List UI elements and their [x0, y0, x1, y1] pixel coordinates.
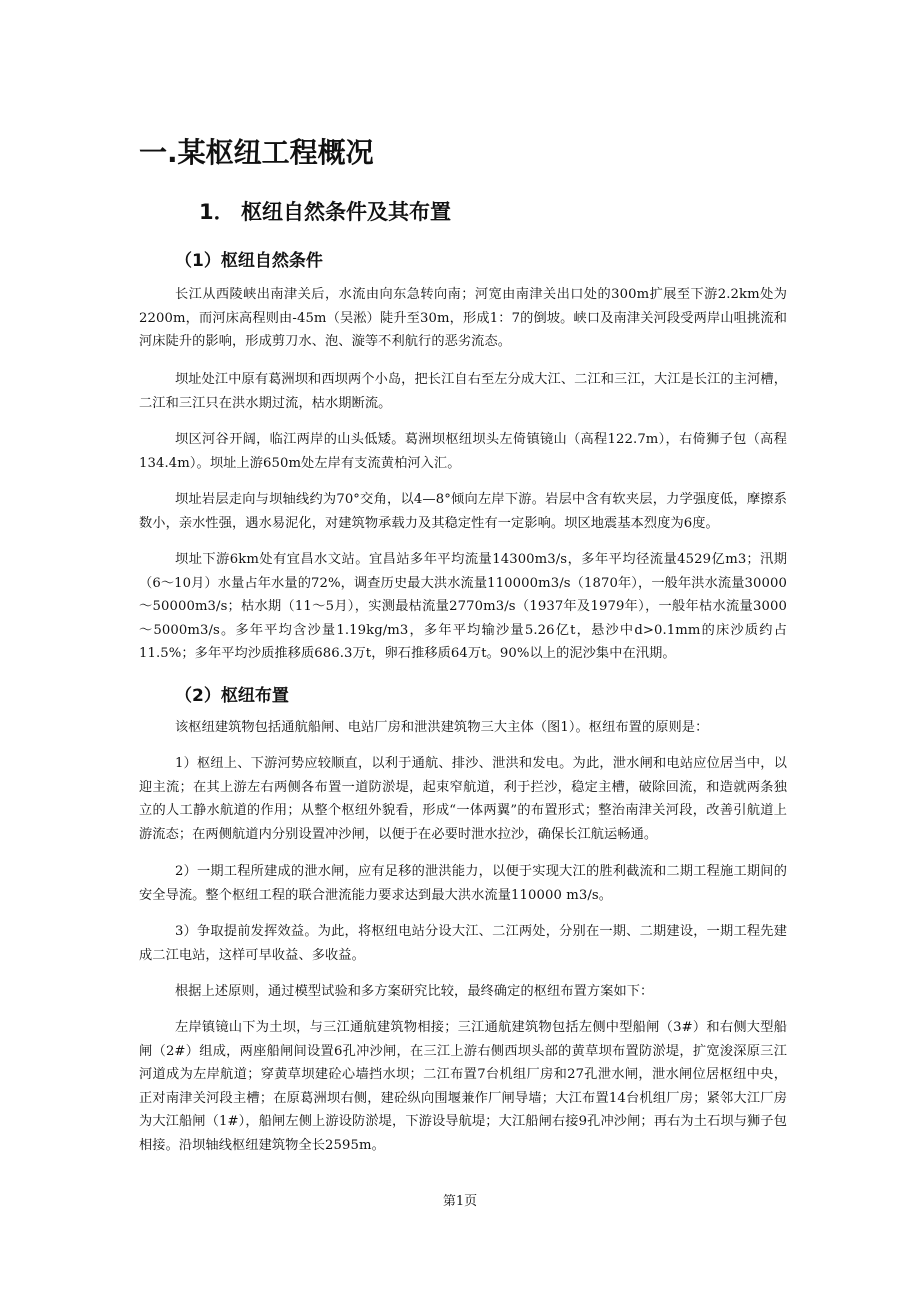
subsection-title-natural-conditions: （1）枢纽自然条件 — [175, 251, 323, 271]
paragraph: 2）一期工程所建成的泄水闸，应有足移的泄洪能力，以便于实现大江的胜利截流和二期工程施工期间的安全导流。整个枢纽工程的联合泄流能力要求达到最大洪水流量110000 m3/s。 — [139, 864, 787, 903]
subsection-title-layout: （2）枢纽布置 — [175, 686, 289, 706]
paragraph: 长江从西陵峡出南津关后，水流由向东急转向南；河宽由南津关出口处的300m扩展至下游2.2km处为2200m，而河床高程则由-45m（吴淞）陡升至30m，形成1：7的倒坡。峡口及南津关河段受两岸山咀挑流和河床陡升的影响，形成剪刀水、泡、漩等不利航行的恶劣流态。 — [139, 287, 787, 349]
paragraph: 坝址岩层走向与坝轴线约为70°交角，以4—8°倾向左岸下游。岩层中含有软夹层，力学强度低，摩擦系数小，亲水性强，遇水易泥化，对建筑物承载力及其稳定性有一定影响。坝区地震基本烈度为6度。 — [139, 492, 787, 531]
chapter-heading: 一.某枢纽工程概况 — [139, 136, 374, 169]
paragraph: 根据上述原则，通过模型试验和多方案研究比较，最终确定的枢纽布置方案如下： — [175, 984, 654, 999]
paragraph: 1）枢纽上、下游河势应较顺直，以利于通航、排沙、泄洪和发电。为此，泄水闸和电站应位居当中，以迎主流；在其上游左右两侧各布置一道防淤堤，起束窄航道，利于拦沙，稳定主槽，破除回流，和造就两条独立的人工静水航道的作用；从整个枢纽外貌看，形成“一体两翼”的布置形式；整治南津关河段，改善引航道上游流态；在两侧航道内分别设置冲沙闸，以便于在必要时泄水拉沙，确保长江航运畅通。 — [139, 756, 787, 842]
paragraph: 坝址处江中原有葛洲坝和西坝两个小岛，把长江自右至左分成大江、二江和三江，大江是长江的主河槽，二江和三江只在洪水期过流，枯水期断流。 — [139, 372, 787, 411]
paragraph: 3）争取提前发挥效益。为此，将枢纽电站分设大江、二江两处，分别在一期、二期建设，一期工程先建成二江电站，这样可早收益、多收益。 — [139, 924, 787, 963]
paragraph: 左岸镇镜山下为土坝，与三江通航建筑物相接；三江通航建筑物包括左侧中型船闸（3#）和右侧大型船闸（2#）组成，两座船闸间设置6孔冲沙闸，在三江上游右侧西坝头部的黄草坝布置防淤堤，扩宽浚深原三江河道成为左岸航道；穿黄草坝建砼心墙挡水坝；二江布置7台机组厂房和27孔泄水闸，泄水闸位居枢纽中央，正对南津关河段主槽；在原葛洲坝右侧，建砼纵向围堰兼作厂闸导墙；大江布置14台机组厂房；紧邻大江厂房为大江船闸（1#），船闸左侧上游设防淤堤，下游设导航堤；大江船闸右接9孔冲沙闸；再右为土石坝与狮子包相接。沿坝轴线枢纽建筑物全长2595m。 — [139, 1020, 787, 1153]
section-heading — [199, 196, 451, 226]
section-title: 枢纽自然条件及其布置 — [241, 200, 451, 224]
paragraph: 坝址下游6km处有宜昌水文站。宜昌站多年平均流量14300m3/s，多年平均径流量4529亿m3；汛期（6～10月）水量占年水量的72%，调查历史最大洪水流量110000m3/s（1870年），一般年洪水流量30000～50000m3/s；枯水期（11～5月），实测最枯流量2770m3/s（1937年及1979年），一般年枯水流量3000～5000m3/s。多年平均含沙量1.19kg/m3，多年平均输沙量5.26亿t，悬沙中d>0.1mm的床沙质约占11.5%；多年平均沙质推移质686.3万t，卵石推移质64万t。90%以上的泥沙集中在汛期。 — [139, 552, 787, 661]
section-number: 1． — [199, 200, 235, 224]
page-number: 第1页 — [442, 1194, 478, 1209]
paragraph: 坝区河谷开阔，临江两岸的山头低矮。葛洲坝枢纽坝头左倚镇镜山（高程122.7m），右倚狮子包（高程134.4m）。坝址上游650m处左岸有支流黄柏河入汇。 — [139, 432, 787, 471]
paragraph: 该枢纽建筑物包括通航船闸、电站厂房和泄洪建筑物三大主体（图1）。枢纽布置的原则是： — [175, 720, 709, 735]
